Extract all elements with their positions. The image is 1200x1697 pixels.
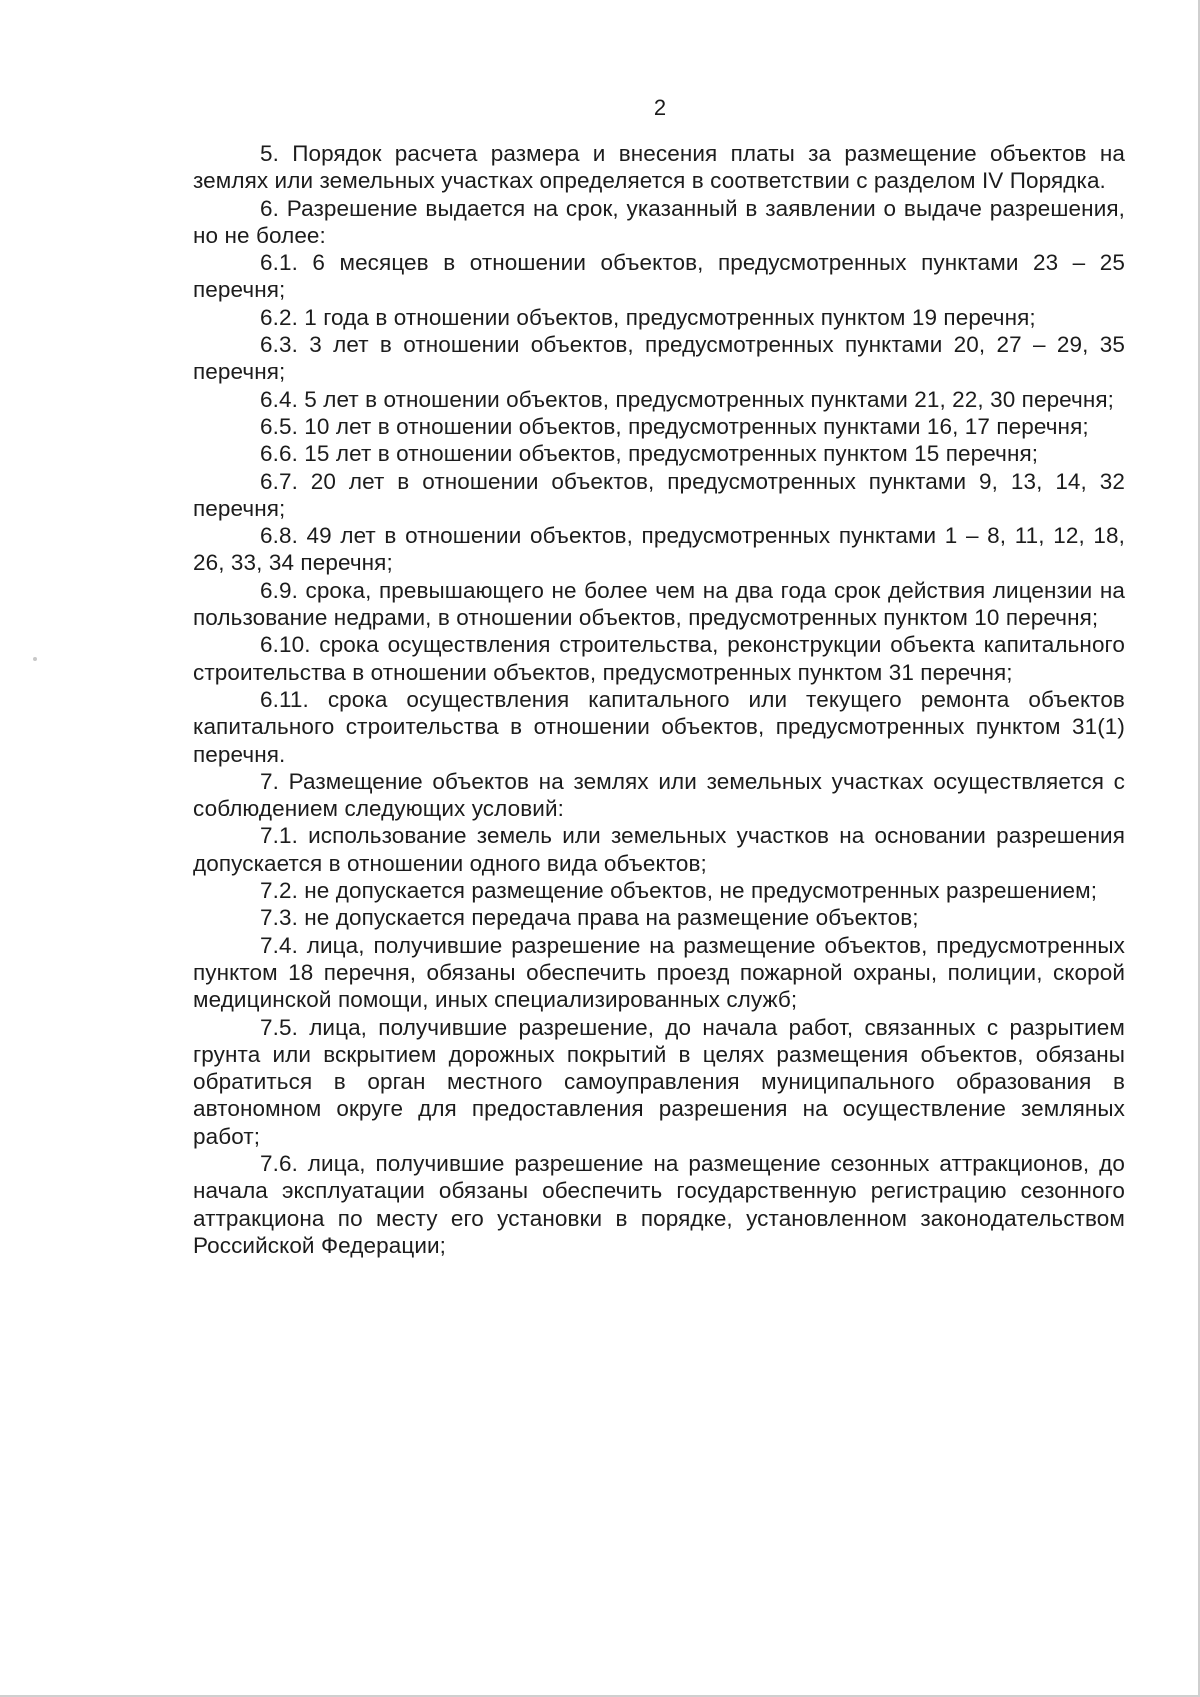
paragraph-6-6: 6.6. 15 лет в отношении объектов, предусмотренных пунктом 15 перечня; bbox=[260, 441, 1039, 467]
paragraph-6-10: 6.10. срока осуществления строительства, реконструкции объекта капитального строительства в отношении объектов, предусмотренных пунктом 31 перечня; bbox=[193, 632, 1125, 685]
paragraph-6: 6. Разрешение выдается на срок, указанный в заявлении о выдаче разрешения, но не более: bbox=[193, 195, 1125, 248]
paragraph-7-3: 7.3. не допускается передача права на размещение объектов; bbox=[260, 905, 919, 931]
paragraph-6-9: 6.9. срока, превышающего не более чем на два года срок действия лицензии на пользование недрами, в отношении объектов, предусмотренных пунктом 10 перечня; bbox=[193, 577, 1125, 631]
paragraph-6-3: 6.3. 3 лет в отношении объектов, предусмотренных пунктами 20, 27 – 29, 35 перечня; bbox=[193, 332, 1125, 385]
paragraph-6-4: 6.4. 5 лет в отношении объектов, предусмотренных пунктами 21, 22, 30 перечня; bbox=[260, 386, 1115, 412]
paragraph-7-2: 7.2. не допускается размещение объектов, не предусмотренных разрешением; bbox=[260, 878, 1098, 904]
paragraph-6-5: 6.5. 10 лет в отношении объектов, предусмотренных пунктами 16, 17 перечня; bbox=[260, 413, 1089, 439]
document-body bbox=[193, 140, 1125, 1259]
paragraph-6-8: 6.8. 49 лет в отношении объектов, предусмотренных пунктами 1 – 8, 11, 12, 18, 26, 33, 34 перечня; bbox=[193, 523, 1125, 576]
paragraph-6-11: 6.11. срока осуществления капитального или текущего ремонта объектов капитального строительства в отношении объектов, предусмотренных пунктом 31(1) перечня. bbox=[193, 686, 1125, 767]
paragraph-6-7: 6.7. 20 лет в отношении объектов, предусмотренных пунктами 9, 13, 14, 32 перечня; bbox=[193, 468, 1125, 521]
scan-speck bbox=[33, 657, 37, 661]
paragraph-6-1: 6.1. 6 месяцев в отношении объектов, предусмотренных пунктами 23 – 25 перечня; bbox=[193, 250, 1125, 303]
paragraph-7: 7. Размещение объектов на землях или земельных участках осуществляется с соблюдением следующих условий: bbox=[193, 768, 1125, 822]
paragraph-7-5: 7.5. лица, получившие разрешение, до начала работ, связанных с разрытием грунта или вскрытием дорожных покрытий в целях размещения объектов, обязаны обратиться в орган местного самоуправления муниципального образования в автономном округе для предоставления разрешения на осуществление земляных работ; bbox=[193, 1014, 1125, 1149]
paragraph-7-6: 7.6. лица, получившие разрешение на размещение сезонных аттракционов, до начала эксплуатации обязаны обеспечить государственную регистрацию сезонного аттракциона по месту его установки в порядке, установленном законодательством Российской Федерации; bbox=[193, 1150, 1125, 1258]
paragraph-5: 5. Порядок расчета размера и внесения платы за размещение объектов на землях или земельных участках определяется в соответствии с разделом IV Порядка. bbox=[193, 141, 1125, 194]
paragraph-7-1: 7.1. использование земель или земельных участков на основании разрешения допускается в отношении одного вида объектов; bbox=[193, 823, 1125, 876]
paragraph-7-4: 7.4. лица, получившие разрешение на размещение объектов, предусмотренных пунктом 18 перечня, обязаны обеспечить проезд пожарной охраны, полиции, скорой медицинской помощи, иных специализированных служб; bbox=[193, 932, 1125, 1013]
page-number: 2 bbox=[653, 95, 667, 120]
paragraph-6-2: 6.2. 1 года в отношении объектов, предусмотренных пунктом 19 перечня; bbox=[260, 304, 1036, 330]
